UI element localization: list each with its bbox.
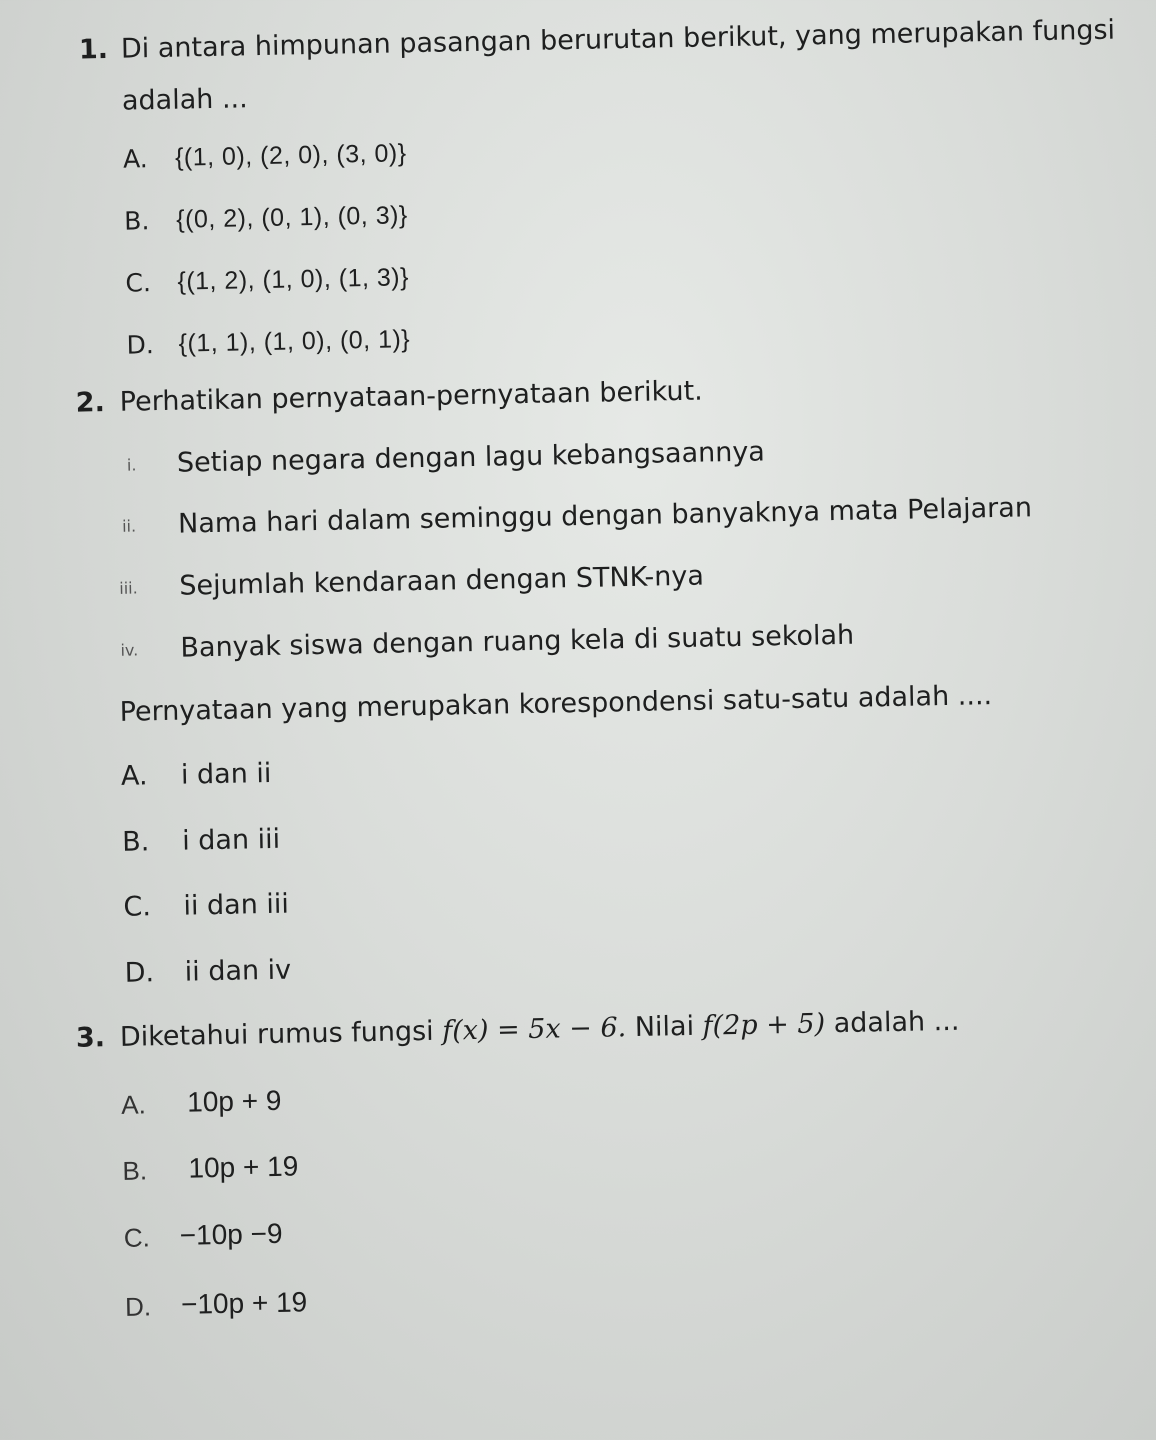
option-value: {(1, 2), (1, 0), (1, 3)} xyxy=(177,263,410,296)
question-text-continued: adalah ... xyxy=(121,83,248,117)
option-value: ii dan iii xyxy=(183,888,290,922)
statement-text: Sejumlah kendaraan dengan STNK-nya xyxy=(178,560,705,602)
option-value: i dan iii xyxy=(181,823,281,857)
question-number: 1. xyxy=(78,33,109,66)
option-label: A. xyxy=(120,760,148,792)
option-label: A. xyxy=(120,1089,147,1120)
question-text-end: adalah ... xyxy=(833,1005,960,1040)
statement-number: iv. xyxy=(120,640,139,660)
option-value: i dan ii xyxy=(180,757,272,791)
option-value: −10p −9 xyxy=(179,1217,283,1251)
option-label: C. xyxy=(123,891,152,923)
function-expression: f(2p + 5) xyxy=(702,1008,826,1042)
option-label: D. xyxy=(126,330,155,360)
statement-text: Banyak siswa dengan ruang kela di suatu sekolah xyxy=(180,619,855,664)
question-text xyxy=(120,1006,960,1053)
option-label: C. xyxy=(123,1222,151,1253)
statement-text: Nama hari dalam seminggu dengan banyaknya mata Pelajaran xyxy=(177,492,1033,540)
option-label: B. xyxy=(123,206,150,236)
option-label: B. xyxy=(122,1155,148,1186)
statement-number: ii. xyxy=(121,516,137,536)
option-value: {(1, 0), (2, 0), (3, 0)} xyxy=(174,139,407,172)
question-text: Di antara himpunan pasangan berurutan berikut, yang merupakan fungsi xyxy=(120,14,1116,65)
function-formula: f(x) = 5x − 6. xyxy=(441,1012,627,1047)
statement-number: iii. xyxy=(119,578,138,598)
statement-text: Setiap negara dengan lagu kebangsaannya xyxy=(176,436,766,479)
option-value: 10p + 9 xyxy=(186,1084,282,1118)
question-number: 2. xyxy=(75,387,106,419)
option-label: D. xyxy=(124,1291,152,1322)
option-value: {(1, 1), (1, 0), (0, 1)} xyxy=(178,325,411,358)
question-text: Perhatikan pernyataan-pernyataan berikut. xyxy=(119,375,704,418)
option-value: −10p + 19 xyxy=(180,1286,308,1320)
option-value: {(0, 2), (0, 1), (0, 3)} xyxy=(175,201,409,234)
option-label: C. xyxy=(125,268,152,298)
question-text-mid: Nilai xyxy=(634,1010,695,1043)
question-text-intro: Diketahui rumus fungsi xyxy=(119,1015,434,1053)
question-prompt: Pernyataan yang merupakan korespondensi satu-satu adalah .... xyxy=(119,680,993,728)
option-label: A. xyxy=(122,144,148,174)
option-value: 10p + 19 xyxy=(188,1150,299,1184)
option-label: B. xyxy=(121,826,150,858)
option-value: ii dan iv xyxy=(184,954,292,988)
question-number: 3. xyxy=(75,1022,106,1054)
statement-number: i. xyxy=(126,455,137,475)
option-label: D. xyxy=(124,957,155,989)
